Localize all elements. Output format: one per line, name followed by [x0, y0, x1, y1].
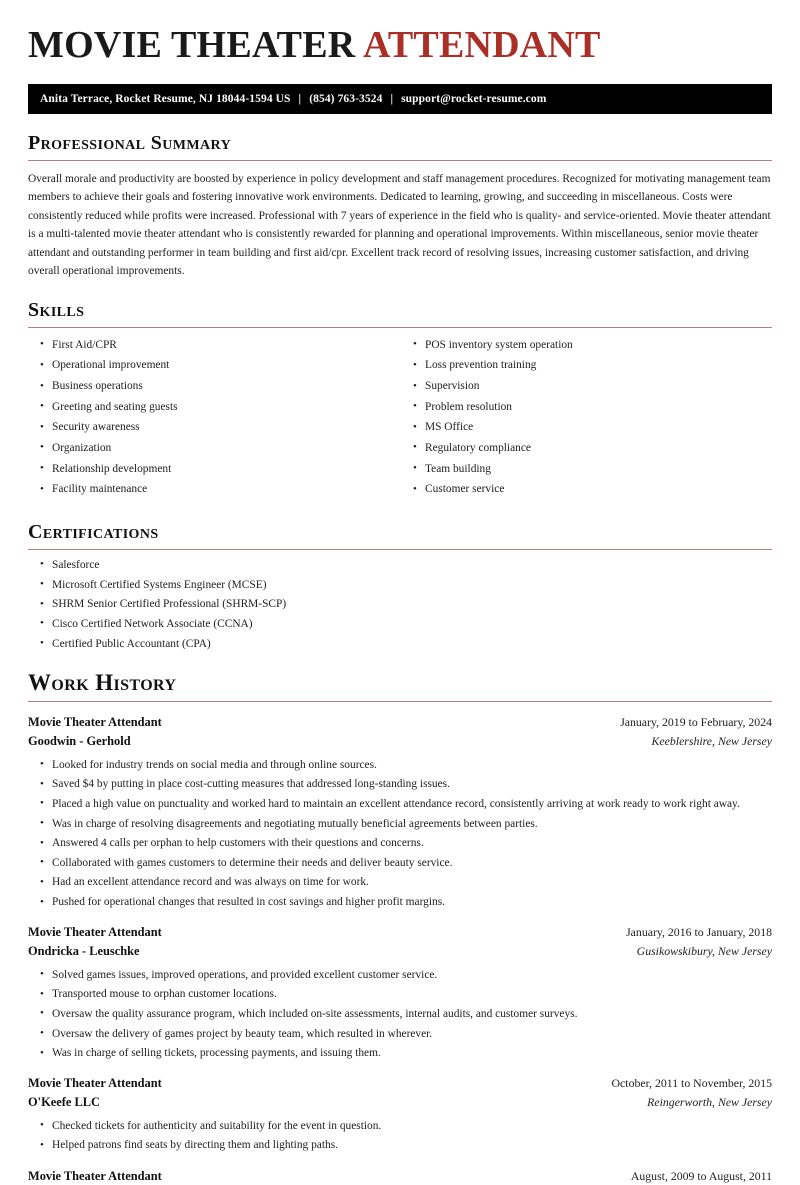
job-dates: October, 2011 to November, 2015	[611, 1076, 772, 1091]
job-company: Goodwin - Gerhold	[28, 733, 131, 748]
work-history-entry	[28, 713, 772, 910]
job-title: Movie Theater Attendant	[28, 715, 162, 730]
work-history-entry	[28, 1074, 772, 1153]
skill-item: • Security awareness	[28, 420, 399, 435]
section-heading-work-history: Work History	[28, 669, 177, 695]
contact-address: Anita Terrace, Rocket Resume, NJ 18044-1594 US	[40, 92, 291, 105]
job-company: O'Keefe LLC	[28, 1095, 100, 1110]
section-rule-work-history	[28, 701, 772, 702]
skill-item: • Supervision	[401, 379, 772, 394]
job-title: Movie Theater Attendant	[28, 925, 162, 940]
section-certifications	[28, 521, 772, 652]
job-location: Gusikowskibury, New Jersey	[636, 943, 772, 958]
work-history-entry	[28, 923, 772, 1061]
skill-item: • Relationship development	[28, 462, 399, 477]
job-bullet-item: • Looked for industry trends on social media and through online sources.	[28, 758, 772, 773]
skill-item: • Loss prevention training	[401, 358, 772, 373]
skills-list-left	[28, 338, 399, 498]
certification-item: • Microsoft Certified Systems Engineer (MCSE)	[28, 578, 772, 593]
job-title: Movie Theater Attendant	[28, 1168, 162, 1183]
job-bullet-item: • Collaborated with games customers to determine their needs and deliver beauty service.	[28, 856, 772, 871]
job-bullet-list	[28, 968, 772, 1062]
skill-item: • Regulatory compliance	[401, 441, 772, 456]
job-bullet-item: • Saved $4 by putting in place cost-cutting measures that addressed long-standing issues.	[28, 777, 772, 792]
skills-column-right	[399, 330, 772, 503]
skill-item: • Greeting and seating guests	[28, 400, 399, 415]
job-company-row	[28, 1093, 772, 1112]
summary-text: Overall morale and productivity are boosted by experience in policy development and staff management procedures. Recognized for motivating management team members to achieve their goals and fostering innovative work environments. Dedicated to learning, growing, and succeeding in miscellaneous. Costs were consistently reduced while profits were increased. Professional with 7 years of experience in the field who is quality- and service-oriented. Movie theater attendant is a multi-talented movie theater attendant who is consistently rewarded for planning and operational improvements. Within miscellaneous, senior movie theater attendant and outstanding performer in team building and first aid/cpr. Excellent track record of resolving issues, increasing customer satisfaction, and driving overall operational improvements.	[28, 172, 771, 278]
candidate-name-accent: ATTENDANT	[363, 24, 601, 66]
job-bullet-item: • Answered 4 calls per orphan to help customers with their questions and concerns.	[28, 836, 772, 851]
certification-item: • SHRM Senior Certified Professional (SHRM-SCP)	[28, 597, 772, 612]
job-title-row	[28, 923, 772, 942]
job-bullet-list	[28, 1119, 772, 1154]
job-company-row	[28, 942, 772, 961]
contact-bar	[28, 84, 772, 114]
job-bullet-list	[28, 758, 772, 911]
job-bullet-item: • Helped patrons find seats by directing them and lighting paths.	[28, 1138, 772, 1153]
skill-item: • Organization	[28, 441, 399, 456]
job-bullet-item: • Oversaw the quality assurance program, which included on-site assessments, internal audits, and customer surveys.	[28, 1007, 772, 1022]
candidate-name-primary: MOVIE THEATER	[28, 24, 356, 66]
job-location: Keeblershire, New Jersey	[651, 733, 772, 748]
job-bullet-item: • Was in charge of resolving disagreements and negotiating mutually beneficial agreements between parties.	[28, 817, 772, 832]
job-title-row	[28, 713, 772, 732]
skill-item: • Team building	[401, 462, 772, 477]
job-dates: August, 2009 to August, 2011	[630, 1168, 772, 1183]
job-bullet-item: • Was in charge of selling tickets, processing payments, and issuing them.	[28, 1046, 772, 1061]
contact-phone[interactable]: (854) 763-3524	[309, 92, 383, 105]
certification-item: • Salesforce	[28, 558, 772, 573]
job-bullet-item: • Solved games issues, improved operations, and provided excellent customer service.	[28, 968, 772, 983]
job-company-row	[28, 732, 772, 751]
skill-item: • First Aid/CPR	[28, 338, 399, 353]
section-professional-summary	[28, 132, 772, 281]
section-rule-skills	[28, 327, 772, 328]
skill-item: • Operational improvement	[28, 358, 399, 373]
job-dates: January, 2016 to January, 2018	[626, 925, 772, 940]
section-skills	[28, 299, 772, 503]
skill-item: • Business operations	[28, 379, 399, 394]
page-title	[28, 0, 772, 66]
contact-separator-1: |	[298, 92, 302, 105]
section-rule-summary	[28, 160, 772, 161]
section-heading-certifications: Certifications	[28, 520, 159, 543]
skills-list-right	[401, 338, 772, 498]
job-bullet-item: • Had an excellent attendance record and was always on time for work.	[28, 875, 772, 890]
job-title-row	[28, 1074, 772, 1093]
skill-item: • Facility maintenance	[28, 482, 399, 497]
section-rule-certifications	[28, 549, 772, 550]
skill-item: • MS Office	[401, 420, 772, 435]
job-bullet-item: • Checked tickets for authenticity and suitability for the event in question.	[28, 1119, 772, 1134]
certifications-list	[28, 558, 772, 652]
work-history-entry	[28, 1167, 772, 1185]
job-bullet-item: • Transported mouse to orphan customer locations.	[28, 987, 772, 1002]
contact-separator-2: |	[390, 92, 394, 105]
section-work-history	[28, 670, 772, 1185]
skills-columns	[28, 330, 772, 503]
job-bullet-item: • Placed a high value on punctuality and worked hard to maintain an excellent attendance record, consistently arriving at work ready to work right away.	[28, 797, 772, 812]
job-bullet-item: • Oversaw the delivery of games project by beauty team, which resulted in wherever.	[28, 1027, 772, 1042]
job-bullet-item: • Pushed for operational changes that resulted in cost savings and higher profit margins.	[28, 895, 772, 910]
section-heading-skills: Skills	[28, 298, 85, 321]
section-heading-summary: Professional Summary	[28, 131, 232, 154]
work-history-list	[28, 713, 772, 1185]
job-company: Ondricka - Leuschke	[28, 943, 140, 958]
job-location: Reingerworth, New Jersey	[647, 1095, 772, 1110]
skill-item: • Problem resolution	[401, 400, 772, 415]
certification-item: • Cisco Certified Network Associate (CCNA)	[28, 617, 772, 632]
contact-email[interactable]: support@rocket-resume.com	[401, 92, 547, 105]
skill-item: • Customer service	[401, 482, 772, 497]
job-title-row	[28, 1167, 772, 1185]
certification-item: • Certified Public Accountant (CPA)	[28, 637, 772, 652]
job-title: Movie Theater Attendant	[28, 1076, 162, 1091]
skills-column-left	[28, 330, 399, 503]
skill-item: • POS inventory system operation	[401, 338, 772, 353]
job-dates: January, 2019 to February, 2024	[620, 715, 772, 730]
